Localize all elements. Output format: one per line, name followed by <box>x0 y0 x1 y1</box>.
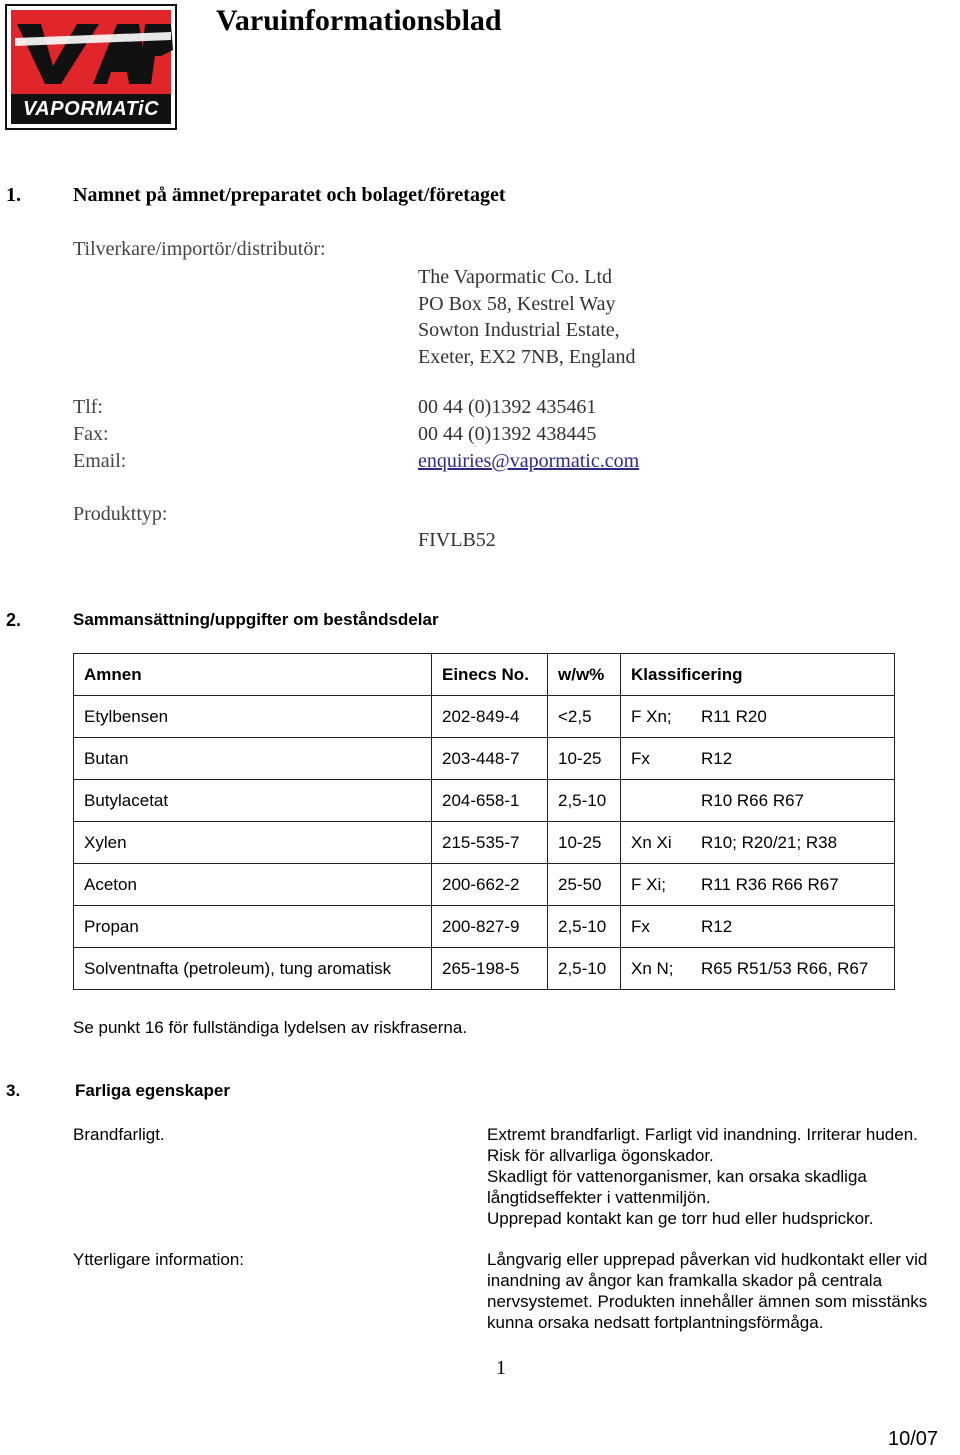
manufacturer-label: Tilverkare/importör/distributör: <box>73 238 326 260</box>
hazard-label: Brandfarligt. <box>73 1125 165 1144</box>
cell-substance: Propan <box>74 906 432 948</box>
additional-info-text <box>487 1249 927 1333</box>
tel-value: 00 44 (0)1392 435461 <box>418 396 597 418</box>
cell-einecs: 265-198-5 <box>432 948 548 990</box>
cell-substance: Etylbensen <box>74 696 432 738</box>
product-type-value: FIVLB52 <box>418 529 496 551</box>
cell-substance: Solventnafta (petroleum), tung aromatisk <box>74 948 432 990</box>
cell-einecs: 200-827-9 <box>432 906 548 948</box>
cell-wwpct: 2,5-10 <box>548 780 621 822</box>
cell-risk-phrases: R11 R20 <box>691 696 895 738</box>
cell-einecs: 204-658-1 <box>432 780 548 822</box>
section1-number: 1. <box>6 184 21 206</box>
hazard-text <box>487 1124 918 1229</box>
logo-wordmark: VAPORMATiC <box>11 94 171 124</box>
cell-risk-phrases: R11 R36 R66 R67 <box>691 864 895 906</box>
cell-wwpct: 2,5-10 <box>548 906 621 948</box>
risk-phrase-note: Se punkt 16 för fullständiga lydelsen av riskfraserna. <box>73 1018 468 1037</box>
tel-label: Tlf: <box>73 396 103 418</box>
cell-symbol <box>621 780 692 822</box>
section2-number: 2. <box>6 610 22 630</box>
cell-risk-phrases: R12 <box>691 906 895 948</box>
company-logo <box>5 4 177 130</box>
header-einecs: Einecs No. <box>432 654 548 696</box>
cell-risk-phrases: R65 R51/53 R66, R67 <box>691 948 895 990</box>
document-title: Varuinformationsblad <box>216 4 502 37</box>
cell-risk-phrases: R12 <box>691 738 895 780</box>
address-line: Sowton Industrial Estate, <box>418 319 620 341</box>
cell-einecs: 203-448-7 <box>432 738 548 780</box>
table-row <box>74 822 895 864</box>
table-row <box>74 780 895 822</box>
cell-symbol: Xn Xi <box>621 822 692 864</box>
info-line: Långvarig eller upprepad påverkan vid hudkontakt eller vid <box>487 1250 928 1269</box>
table-row <box>74 738 895 780</box>
email-label: Email: <box>73 450 127 472</box>
table-row <box>74 906 895 948</box>
hazard-line: Extremt brandfarligt. Farligt vid inandning. Irriterar huden. <box>487 1125 918 1144</box>
section1-heading: Namnet på ämnet/preparatet och bolaget/företaget <box>73 184 506 206</box>
hazard-line: Upprepad kontakt kan ge torr hud eller hudsprickor. <box>487 1209 874 1228</box>
cell-symbol: Xn N; <box>621 948 692 990</box>
cell-einecs: 202-849-4 <box>432 696 548 738</box>
cell-symbol: F Xn; <box>621 696 692 738</box>
header-wwpct: w/w% <box>548 654 621 696</box>
address-line: The Vapormatic Co. Ltd <box>418 266 613 288</box>
hazard-line: långtidseffekter i vattenmiljön. <box>487 1188 711 1207</box>
cell-wwpct: 10-25 <box>548 822 621 864</box>
revision-date: 10/07 <box>888 1428 939 1450</box>
section3-heading: Farliga egenskaper <box>75 1081 230 1100</box>
cell-risk-phrases: R10; R20/21; R38 <box>691 822 895 864</box>
hazard-line: Skadligt för vattenorganismer, kan orsaka skadliga <box>487 1167 867 1186</box>
table-row <box>74 864 895 906</box>
cell-substance: Aceton <box>74 864 432 906</box>
cell-wwpct: 2,5-10 <box>548 948 621 990</box>
cell-substance: Xylen <box>74 822 432 864</box>
fax-value: 00 44 (0)1392 438445 <box>418 423 597 445</box>
table-row <box>74 948 895 990</box>
cell-wwpct: 10-25 <box>548 738 621 780</box>
composition-table <box>73 653 895 990</box>
cell-einecs: 200-662-2 <box>432 864 548 906</box>
email-link[interactable]: enquiries@vapormatic.com <box>418 450 640 472</box>
fax-label: Fax: <box>73 423 109 445</box>
cell-einecs: 215-535-7 <box>432 822 548 864</box>
vap-logo-mark <box>11 10 175 94</box>
info-line: nervsystemet. Produkten innehåller ämnen som misstänks <box>487 1292 928 1311</box>
header-amnen: Amnen <box>74 654 432 696</box>
cell-substance: Butan <box>74 738 432 780</box>
logo-red-panel <box>11 10 171 94</box>
info-line: inandning av ångor kan framkalla skador på centrala <box>487 1271 883 1290</box>
cell-substance: Butylacetat <box>74 780 432 822</box>
address-line: PO Box 58, Kestrel Way <box>418 292 616 315</box>
section2-heading: Sammansättning/uppgifter om beståndsdelar <box>73 610 439 629</box>
address-line: Exeter, EX2 7NB, England <box>418 345 636 368</box>
cell-symbol: F Xi; <box>621 864 692 906</box>
product-type-label: Produkttyp: <box>73 503 168 525</box>
info-line: kunna orsaka nedsatt fortplantningsförmåga. <box>487 1313 824 1332</box>
header-klassificering: Klassificering <box>621 654 895 696</box>
section3-number: 3. <box>6 1081 21 1100</box>
cell-risk-phrases: R10 R66 R67 <box>691 780 895 822</box>
address-block <box>418 264 635 370</box>
cell-wwpct: <2,5 <box>548 696 621 738</box>
table-header-row <box>74 654 895 696</box>
cell-wwpct: 25-50 <box>548 864 621 906</box>
cell-symbol: Fx <box>621 906 692 948</box>
cell-symbol: Fx <box>621 738 692 780</box>
table-row <box>74 696 895 738</box>
hazard-line: Risk för allvarliga ögonskador. <box>487 1146 714 1165</box>
page-number: 1 <box>496 1357 506 1379</box>
additional-info-label: Ytterligare information: <box>73 1250 245 1269</box>
